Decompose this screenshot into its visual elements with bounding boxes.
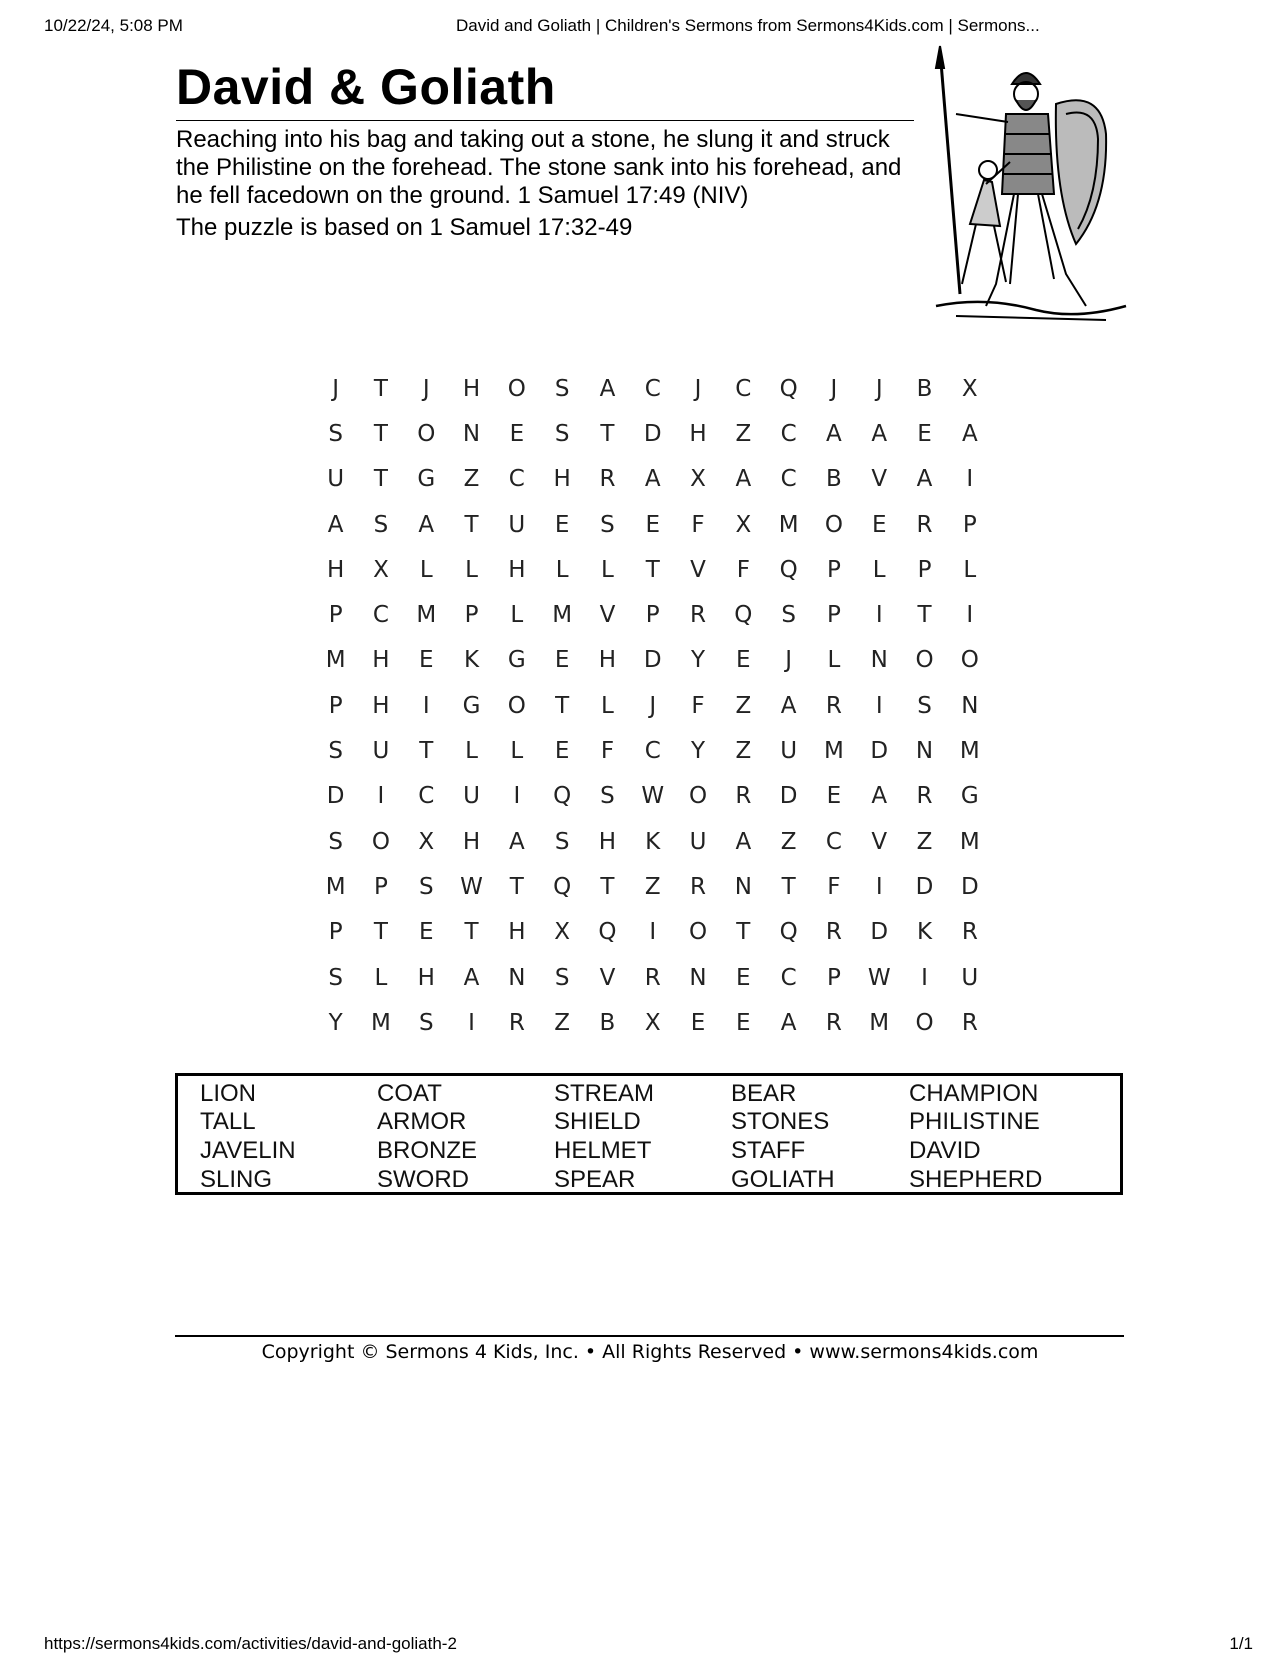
grid-letter: I [875,602,883,629]
grid-letter: E [554,511,570,538]
grid-row [313,1000,992,1045]
grid-letter: D [870,919,889,946]
grid-letter: S [373,511,389,538]
grid-letter: B [826,466,842,493]
grid-letter: Q [598,919,617,946]
grid-letter: A [871,420,888,447]
grid-letter: S [554,964,570,991]
grid-letter: Z [644,873,661,900]
grid-letter: M [325,647,346,674]
print-page-number: 1/1 [1229,1634,1253,1653]
grid-row [313,411,992,456]
grid-letter: E [645,511,660,538]
grid-letter: P [826,556,841,583]
grid-letter: A [735,466,752,493]
verse-line: the Philistine on the forehead. The stone sank into his forehead, and [176,154,902,181]
grid-letter: N [870,647,888,674]
grid-letter: S [600,511,615,538]
grid-letter: L [465,738,478,765]
grid-row [313,774,992,819]
grid-letter: C [418,783,435,810]
grid-letter: J [785,647,793,674]
grid-row [313,819,992,864]
grid-letter: O [371,828,390,855]
grid-letter: U [327,466,345,493]
grid-letter: M [416,602,437,629]
grid-letter: J [875,375,883,402]
grid-letter: R [825,1009,842,1036]
word-list-item: HELMET [554,1137,652,1164]
grid-letter: Q [553,873,572,900]
grid-letter: F [736,556,750,583]
grid-letter: O [507,692,526,719]
verse-line: Reaching into his bag and taking out a stone, he slung it and struck [176,126,890,153]
grid-letter: I [422,692,430,719]
grid-letter: P [917,556,932,583]
grid-letter: H [689,420,707,447]
grid-letter: H [372,647,390,674]
word-list-item: BEAR [731,1080,797,1107]
grid-letter: U [780,738,798,765]
grid-letter: Q [779,556,798,583]
grid-letter: P [826,964,841,991]
word-list-item: JAVELIN [200,1137,296,1164]
grid-letter: E [690,1009,706,1036]
grid-letter: U [689,828,707,855]
grid-letter: S [554,420,570,447]
grid-letter: R [825,692,842,719]
grid-letter: I [875,873,883,900]
grid-letter: F [600,738,615,765]
grid-letter: Y [690,738,706,765]
grid-letter: X [961,375,978,402]
grid-row [313,592,992,637]
grid-letter: S [554,375,570,402]
grid-letter: E [736,1009,751,1036]
word-list-item: STAFF [731,1137,806,1164]
grid-letter: L [963,556,977,583]
grid-letter: E [554,647,570,674]
grid-letter: N [961,692,979,719]
grid-letter: R [508,1009,525,1036]
word-list-item: DAVID [909,1137,981,1164]
copyright-notice: Copyright © Sermons 4 Kids, Inc. • All Rights Reserved • www.sermons4kids.com [261,1341,1039,1363]
grid-letter: M [325,873,346,900]
grid-letter: V [599,964,616,991]
grid-letter: C [780,420,797,447]
grid-letter: A [916,466,933,493]
word-list-item: PHILISTINE [909,1108,1040,1135]
grid-letter: S [418,1009,434,1036]
grid-letter: E [418,647,434,674]
grid-letter: R [961,1009,978,1036]
grid-letter: R [690,873,707,900]
grid-letter: D [326,783,345,810]
grid-letter: E [826,783,842,810]
grid-letter: M [823,738,844,765]
grid-letter: A [599,375,616,402]
grid-letter: A [961,420,978,447]
grid-letter: S [328,964,343,991]
grid-letter: R [599,466,616,493]
grid-letter: W [460,873,483,900]
grid-letter: O [915,647,934,674]
grid-letter: M [959,738,980,765]
grid-row [313,638,992,683]
copyright-divider [175,1335,1124,1337]
grid-letter: O [960,647,979,674]
grid-letter: E [736,964,751,991]
grid-letter: L [601,692,614,719]
page-title: David & Goliath [176,59,556,115]
grid-letter: F [691,511,705,538]
grid-letter: O [507,375,526,402]
word-list-item: SHIELD [554,1108,641,1135]
grid-letter: G [960,783,979,810]
word-list-item: STONES [731,1108,830,1135]
grid-letter: R [735,783,752,810]
scripture-verse [176,126,916,210]
grid-letter: I [513,783,521,810]
grid-letter: I [377,783,385,810]
grid-letter: L [510,602,524,629]
grid-letter: T [419,738,434,765]
title-divider [176,120,914,121]
grid-letter: D [960,873,979,900]
grid-letter: S [917,692,932,719]
grid-letter: A [780,692,797,719]
grid-letter: A [871,783,888,810]
grid-letter: L [601,556,614,583]
grid-letter: V [871,466,888,493]
grid-letter: L [827,647,841,674]
grid-letter: P [328,919,343,946]
grid-letter: T [917,602,932,629]
grid-letter: C [644,375,661,402]
grid-letter: F [827,873,841,900]
grid-letter: H [598,647,617,674]
grid-letter: U [961,964,979,991]
grid-letter: Z [735,420,752,447]
grid-letter: H [417,964,435,991]
grid-letter: B [599,1009,616,1036]
grid-letter: C [508,466,525,493]
grid-letter: A [508,828,525,855]
word-list-item: CHAMPION [909,1080,1039,1107]
grid-letter: H [508,919,526,946]
grid-letter: Z [780,828,797,855]
grid-letter: P [826,602,841,629]
grid-letter: J [830,375,838,402]
grid-letter: T [464,919,479,946]
grid-letter: X [554,919,571,946]
grid-letter: D [915,873,934,900]
grid-letter: J [332,375,340,402]
grid-letter: A [780,1009,797,1036]
print-page-title: David and Goliath | Children's Sermons from Sermons4Kids.com | Sermons... [456,16,1040,35]
grid-letter: S [554,828,570,855]
grid-letter: T [464,511,479,538]
grid-letter: P [328,602,343,629]
grid-letter: V [599,602,616,629]
grid-letter: S [781,602,796,629]
grid-letter: C [735,375,752,402]
grid-letter: W [641,783,665,810]
word-list-box [175,1073,1123,1195]
grid-letter: Z [735,738,752,765]
grid-letter: M [869,1009,890,1036]
word-list-item: LION [200,1080,257,1107]
grid-letter: Q [779,375,798,402]
grid-letter: Y [328,1009,343,1036]
grid-letter: R [916,511,933,538]
grid-letter: D [643,420,662,447]
grid-letter: H [553,466,571,493]
grid-letter: A [418,511,435,538]
grid-letter: L [510,738,524,765]
grid-letter: H [508,556,526,583]
grid-letter: I [966,466,974,493]
puzzle-basis: The puzzle is based on 1 Samuel 17:32-49 [176,214,633,241]
grid-row [313,683,992,728]
grid-letter: E [509,420,525,447]
grid-letter: G [462,692,481,719]
print-datetime: 10/22/24, 5:08 PM [44,16,183,35]
grid-letter: E [917,420,932,447]
grid-letter: G [507,647,526,674]
grid-letter: X [373,556,389,583]
grid-letter: C [780,964,797,991]
grid-letter: D [779,783,798,810]
word-list-item: ARMOR [377,1108,467,1135]
grid-letter: X [418,828,435,855]
grid-letter: K [916,919,933,946]
grid-letter: A [826,420,842,447]
grid-letter: C [644,738,661,765]
grid-letter: I [649,919,657,946]
grid-letter: I [875,692,883,719]
grid-letter: R [825,919,842,946]
grid-letter: I [921,964,928,991]
grid-letter: M [371,1009,391,1036]
grid-letter: R [690,602,707,629]
grid-letter: Q [779,919,798,946]
grid-letter: Y [690,647,706,674]
grid-letter: C [372,602,389,629]
grid-letter: E [418,919,434,946]
grid-letter: T [600,420,615,447]
grid-letter: V [690,556,706,583]
grid-letter: A [644,466,661,493]
grid-letter: N [915,738,934,765]
grid-row [313,955,992,1000]
grid-letter: X [644,1009,661,1036]
word-list-item: GOLIATH [731,1166,835,1193]
grid-letter: Z [463,466,480,493]
grid-letter: H [372,692,390,719]
grid-letter: P [464,602,479,629]
grid-letter: T [600,873,615,900]
grid-letter: X [690,466,706,493]
grid-letter: Q [734,602,753,629]
grid-letter: R [644,964,661,991]
grid-row [313,502,992,547]
grid-letter: N [508,964,526,991]
grid-letter: A [327,511,344,538]
grid-letter: H [462,375,481,402]
grid-letter: S [600,783,615,810]
grid-letter: T [781,873,796,900]
grid-letter: T [509,873,524,900]
grid-letter: X [735,511,752,538]
grid-letter: I [966,602,974,629]
grid-letter: P [328,692,343,719]
grid-letter: H [327,556,345,583]
grid-letter: U [463,783,480,810]
grid-letter: O [824,511,843,538]
grid-letter: N [689,964,707,991]
grid-letter: T [555,692,570,719]
word-list-item: SLING [200,1166,273,1193]
grid-letter: T [373,919,388,946]
word-list-item: COAT [377,1080,442,1107]
grid-letter: D [870,738,889,765]
grid-letter: S [328,828,343,855]
grid-letter: Z [916,828,933,855]
grid-letter: N [734,873,752,900]
grid-letter: Z [735,692,752,719]
grid-letter: J [649,692,657,719]
grid-letter: L [555,556,569,583]
grid-letter: B [916,375,933,402]
grid-letter: P [645,602,660,629]
grid-letter: E [871,511,887,538]
grid-letter: O [688,919,708,946]
grid-letter: P [374,873,388,900]
grid-letter: T [373,466,388,493]
grid-letter: T [373,420,388,447]
grid-letter: H [598,828,617,855]
grid-letter: S [328,420,343,447]
grid-letter: M [959,828,980,855]
grid-letter: T [645,556,660,583]
grid-letter: E [554,738,570,765]
grid-letter: C [825,828,842,855]
grid-letter: W [867,964,891,991]
grid-row [313,910,992,955]
grid-letter: L [872,556,886,583]
verse-line: he fell facedown on the ground. 1 Samuel 17:49 (NIV) [176,182,749,209]
grid-letter: K [645,828,661,855]
grid-letter: S [418,873,434,900]
grid-letter: R [916,783,933,810]
grid-letter: M [778,511,799,538]
grid-letter: V [871,828,888,855]
word-search-grid [313,366,992,1045]
word-list-item: BRONZE [377,1137,478,1164]
grid-letter: U [508,511,526,538]
grid-letter: M [552,602,573,629]
word-list-item: STREAM [554,1080,655,1107]
word-list-item: SHEPHERD [909,1166,1043,1193]
grid-letter: A [463,964,480,991]
grid-letter: E [736,647,751,674]
grid-letter: O [417,420,436,447]
grid-letter: J [422,375,430,402]
grid-letter: P [962,511,977,538]
grid-letter: Q [553,783,572,810]
grid-letter: L [465,556,478,583]
grid-letter: Z [554,1009,571,1036]
grid-letter: C [780,466,797,493]
grid-row [313,366,992,411]
grid-row [313,547,992,592]
grid-letter: L [419,556,433,583]
grid-row [313,457,992,502]
grid-letter: J [694,375,702,402]
grid-letter: L [374,964,388,991]
grid-letter: G [417,466,436,493]
grid-letter: I [468,1009,475,1036]
grid-letter: S [328,738,343,765]
grid-row [313,728,992,773]
word-list-item: TALL [200,1108,256,1135]
grid-letter: F [691,692,705,719]
grid-letter: D [643,647,662,674]
grid-row [313,864,992,909]
grid-letter: O [915,1009,934,1036]
grid-letter: T [736,919,751,946]
word-list-item: SWORD [377,1166,469,1193]
print-url: https://sermons4kids.com/activities/david-and-goliath-2 [44,1634,457,1653]
word-list-item: SPEAR [554,1166,636,1193]
grid-letter: O [688,783,708,810]
grid-letter: K [463,647,480,674]
grid-letter: H [462,828,481,855]
grid-letter: N [462,420,481,447]
david-goliath-illustration [926,44,1136,334]
grid-letter: U [372,738,390,765]
grid-letter: T [373,375,388,402]
grid-letter: R [961,919,978,946]
grid-letter: A [735,828,752,855]
